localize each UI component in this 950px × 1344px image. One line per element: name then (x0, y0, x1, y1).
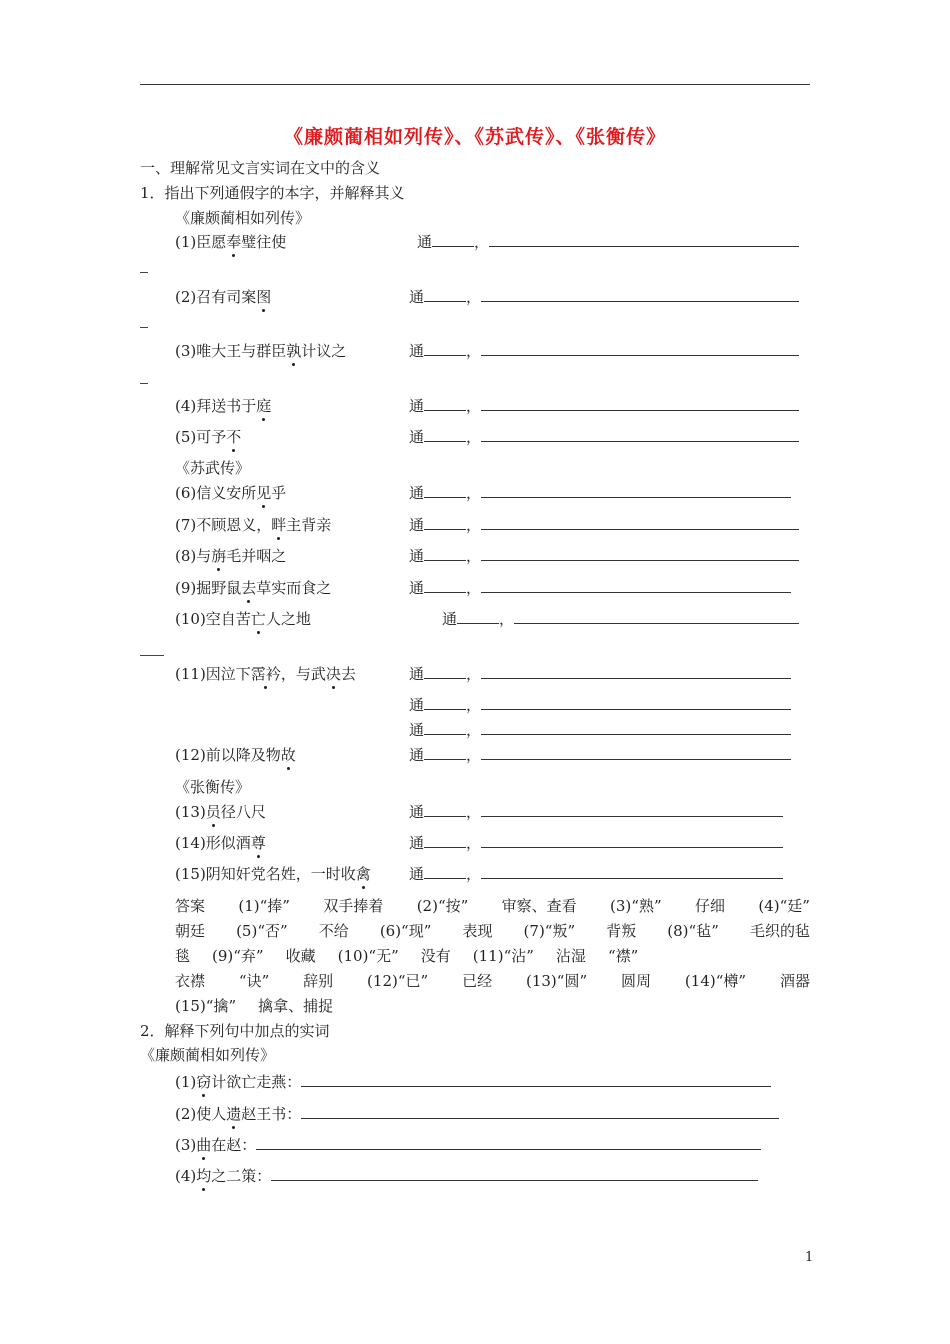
stray-dash (140, 272, 148, 273)
emphasis-char: 均 (196, 1167, 212, 1185)
answer-blank[interactable]: 通 ， (409, 546, 799, 566)
emphasis-char: 员 (205, 803, 221, 821)
item-row: (11)因泣下霑衿，与武决去 (175, 665, 356, 683)
answer-blank[interactable]: 通 ， (409, 864, 783, 884)
answer-blank[interactable]: 通 ， (409, 720, 791, 740)
emphasis-char: 尊 (250, 834, 266, 852)
q2-item: (3)曲在赵： (175, 1135, 761, 1155)
emphasis-char: 曲 (196, 1136, 212, 1154)
emphasis-char: 亡 (250, 610, 266, 628)
q2-item: (1)窃计欲亡走燕： (175, 1072, 771, 1092)
answer-line: 毯 (9)“弃” 收藏 (10)“无” 没有 (11)“沾” 沾湿 “襟” (175, 947, 639, 965)
item-row: (6)信义安所见乎 (175, 484, 287, 502)
emphasis-char: 图 (256, 288, 272, 306)
item-row: (4)拜送书于庭 (175, 397, 272, 415)
answer-blank[interactable] (271, 1166, 758, 1181)
emphasis-char: 霑衿 (250, 665, 281, 683)
emphasis-char: 故 (280, 746, 296, 764)
emphasis-char: 畔 (271, 516, 287, 534)
answer-blank[interactable]: 通 ， (409, 833, 783, 853)
section-heading: 一、理解常见文言实词在文中的含义 (140, 159, 381, 177)
answer-line: 衣襟 “诀” 辞别 (12)“已” 已经 (13)“圆” 圆周 (14)“樽” 酒器 (175, 972, 810, 990)
q2-group-heading: 《廉颇蔺相如列传》 (140, 1046, 276, 1064)
answer-blank[interactable]: 通 ， (409, 695, 791, 715)
item-row: (1)臣愿奉璧往使 (175, 233, 287, 251)
emphasis-char: 见 (256, 484, 272, 502)
answer-line: (15)“擒” 擒拿、捕捉 (175, 997, 334, 1015)
page-number: 1 (805, 1250, 814, 1265)
stray-dash (140, 327, 148, 328)
item-row: (8)与旃毛并咽之 (175, 547, 287, 565)
answer-blank[interactable]: 通 ， (442, 609, 799, 629)
answer-blank[interactable]: 通 ， (409, 287, 799, 307)
answer-blank[interactable]: 通 ， (417, 232, 799, 252)
emphasis-char: 奉 (226, 233, 242, 251)
group-heading-lian: 《廉颇蔺相如列传》 (175, 209, 311, 227)
group-heading-su: 《苏武传》 (175, 459, 251, 477)
answer-blank[interactable]: 通 ， (409, 515, 799, 535)
stray-dash (140, 655, 164, 656)
question-1: 1．指出下列通假字的本字，并解释其义 (140, 184, 405, 202)
question-2: 2．解释下列句中加点的实词 (140, 1022, 330, 1040)
item-row: (3)唯大王与群臣孰计议之 (175, 342, 347, 360)
answer-blank[interactable]: 通 ， (409, 427, 799, 447)
item-row: (5)可予不 (175, 428, 242, 446)
emphasis-char: 禽 (355, 865, 371, 883)
page-title: 《廉颇蔺相如列传》、《苏武传》、《张衡传》 (283, 126, 666, 148)
item-row: (13)员径八尺 (175, 803, 266, 821)
stray-dash (140, 383, 148, 384)
answer-blank[interactable] (256, 1135, 761, 1150)
emphasis-char: 决 (325, 665, 341, 683)
group-heading-zhang: 《张衡传》 (175, 778, 251, 796)
answer-line: 答案 (1)“捧” 双手捧着 (2)“按” 审察、查看 (3)“熟” 仔细 (4)“廷” (175, 897, 810, 915)
emphasis-char: 窃 (196, 1073, 212, 1091)
header-rule (140, 84, 810, 85)
item-row: (2)召有司案图 (175, 288, 272, 306)
answer-blank[interactable]: 通 ， (409, 578, 791, 598)
emphasis-char: 去 (241, 579, 257, 597)
emphasis-char: 孰 (286, 342, 302, 360)
answer-blank[interactable] (301, 1072, 771, 1087)
emphasis-char: 遗 (226, 1105, 242, 1123)
item-row: (10)空自苦亡人之地 (175, 610, 311, 628)
answer-blank[interactable] (301, 1104, 779, 1119)
answer-blank[interactable]: 通 ， (409, 802, 783, 822)
answer-blank[interactable]: 通 ， (409, 341, 799, 361)
item-row: (12)前以降及物故 (175, 746, 296, 764)
answer-blank[interactable]: 通 ， (409, 483, 791, 503)
emphasis-char: 庭 (256, 397, 272, 415)
answer-blank[interactable]: 通 ， (409, 664, 791, 684)
emphasis-char: 旃 (211, 547, 227, 565)
answer-blank[interactable]: 通 ， (409, 745, 791, 765)
item-row: (14)形似酒尊 (175, 834, 266, 852)
item-row: (15)阴知奸党名姓，一时收禽 (175, 865, 371, 883)
item-row: (9)掘野鼠去草实而食之 (175, 579, 332, 597)
answer-blank[interactable]: 通 ， (409, 396, 799, 416)
item-row: (7)不顾恩义，畔主背亲 (175, 516, 332, 534)
q2-item: (4)均之二策： (175, 1166, 758, 1186)
emphasis-char: 不 (226, 428, 242, 446)
answer-line: 朝廷 (5)“否” 不给 (6)“现” 表现 (7)“叛” 背叛 (8)“毡” 毛织的毡 (175, 922, 810, 940)
q2-item: (2)使人遗赵王书： (175, 1104, 779, 1124)
